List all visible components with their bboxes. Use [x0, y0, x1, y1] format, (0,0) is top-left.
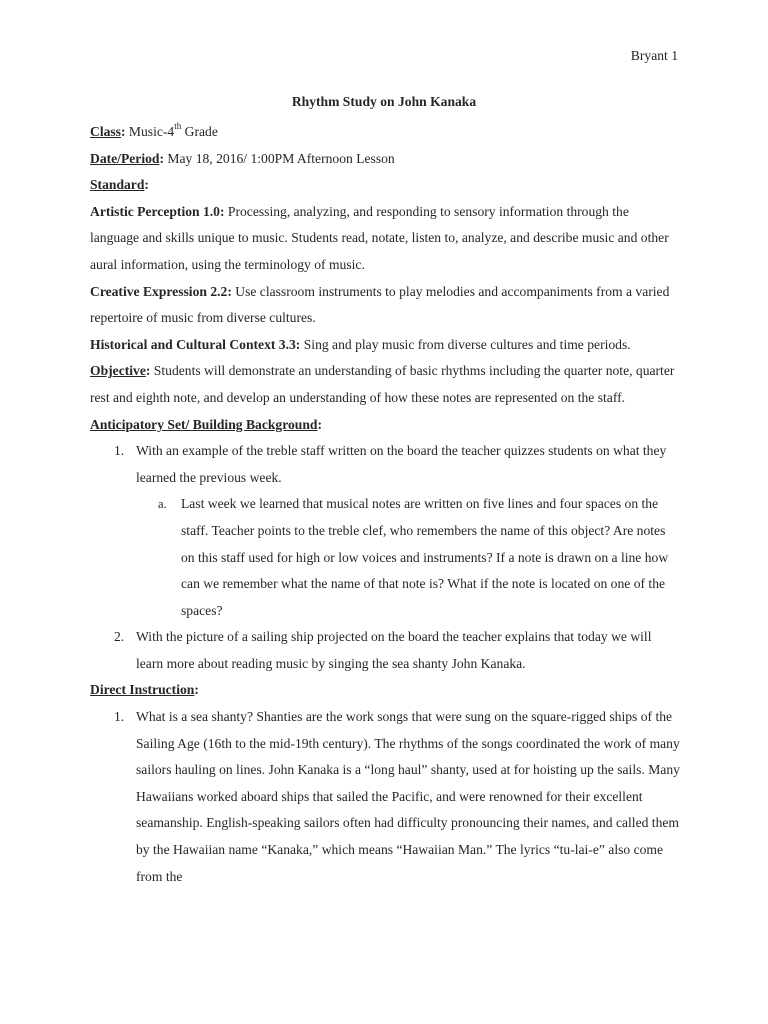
list-item	[90, 438, 680, 624]
direct-instruction-heading-label: Direct Instruction	[90, 682, 195, 698]
list-item-text: What is a sea shanty? Shanties are the work songs that were sung on the square-rigged ships of the Sailing Age (16th to the mid-19th century). The rhythms of the songs coordinated the work of many sailors hauling on lines. John Kanaka is a “long haul” shanty, used at for hoisting up the sails. Many Hawaiians worked aboard ships that sailed the Pacific, and were renowned for their excellent seamanship. English-speaking sailors often had difficulty pronouncing their names, and called them by the Hawaiian name “Kanaka,” which means “Hawaiian Man.” The lyrics “tu-lai-e” also come from the	[136, 709, 680, 884]
historical-context-paragraph	[90, 332, 680, 359]
creative-expression-label: Creative Expression 2.2:	[90, 283, 232, 299]
objective-colon: :	[145, 363, 151, 379]
date-period-colon: :	[159, 150, 164, 166]
list-item-number: 2.	[114, 629, 125, 645]
artistic-perception-paragraph	[90, 199, 680, 279]
list-item-number: 1.	[114, 709, 125, 725]
sublist-item	[136, 491, 680, 624]
class-label: Class	[90, 124, 121, 139]
page-header: Bryant 1	[630, 48, 678, 63]
objective-text: Students will demonstrate an understanding of basic rhythms including the quarter note, quarter rest and eighth note, and develop an understanding of how these notes are represented on the staff.	[90, 363, 675, 405]
date-period-value: May 18, 2016/ 1:00PM Afternoon Lesson	[164, 150, 395, 166]
document-body	[90, 119, 680, 890]
list-item-text: With an example of the treble staff written on the board the teacher quizzes students on what they learned the previous week.	[136, 443, 667, 485]
anticipatory-list	[90, 438, 680, 677]
date-period-label: Date/Period	[90, 150, 160, 166]
anticipatory-heading	[90, 412, 680, 439]
objective-paragraph	[90, 358, 680, 411]
historical-context-label: Historical and Cultural Context 3.3:	[90, 336, 301, 352]
standard-colon: :	[144, 177, 149, 193]
class-value-prefix: Music-4	[125, 124, 175, 139]
sublist-item-letter: a.	[158, 497, 167, 512]
list-item	[90, 624, 680, 677]
artistic-perception-text: Processing, analyzing, and responding to sensory information through the language and skills unique to music. Students read, notate, listen to, analyze, and describe music and other aural information, using the terminology of music.	[90, 203, 669, 272]
direct-instruction-heading-colon: :	[194, 682, 199, 698]
class-line	[90, 119, 680, 146]
sublist-item-text: Last week we learned that musical notes are written on five lines and four spaces on the staff. Teacher points to the treble clef, who remembers the name of this object? Are notes on this staff used for high or low voices and instruments? If a note is drawn on a line how can we remember what the name of that note is? What if the note is located on one of the spaces?	[181, 496, 669, 618]
list-item-number: 1.	[114, 443, 125, 459]
list-item	[90, 704, 680, 890]
class-colon: :	[120, 124, 126, 139]
creative-expression-text: Use classroom instruments to play melodies and accompaniments from a varied repertoire of music from diverse cultures.	[90, 283, 670, 326]
standard-label: Standard	[90, 177, 145, 193]
date-period-line	[90, 146, 680, 173]
direct-instruction-list	[90, 704, 680, 890]
class-superscript: th	[174, 121, 182, 132]
anticipatory-sublist	[136, 491, 680, 624]
document-title: Rhythm Study on John Kanaka	[291, 94, 477, 109]
direct-instruction-heading	[90, 677, 680, 704]
historical-context-text: Sing and play music from diverse cultures and time periods.	[300, 336, 631, 352]
anticipatory-heading-label: Anticipatory Set/ Building Background	[90, 416, 318, 432]
anticipatory-heading-colon: :	[317, 416, 323, 432]
objective-label: Objective	[90, 363, 146, 379]
standard-heading	[90, 172, 680, 199]
class-value-suffix: Grade	[181, 124, 218, 139]
list-item-text: With the picture of a sailing ship projected on the board the teacher explains that today we will learn more about reading music by singing the sea shanty John Kanaka.	[136, 629, 652, 671]
creative-expression-paragraph	[90, 279, 680, 332]
artistic-perception-label: Artistic Perception 1.0:	[90, 203, 225, 219]
